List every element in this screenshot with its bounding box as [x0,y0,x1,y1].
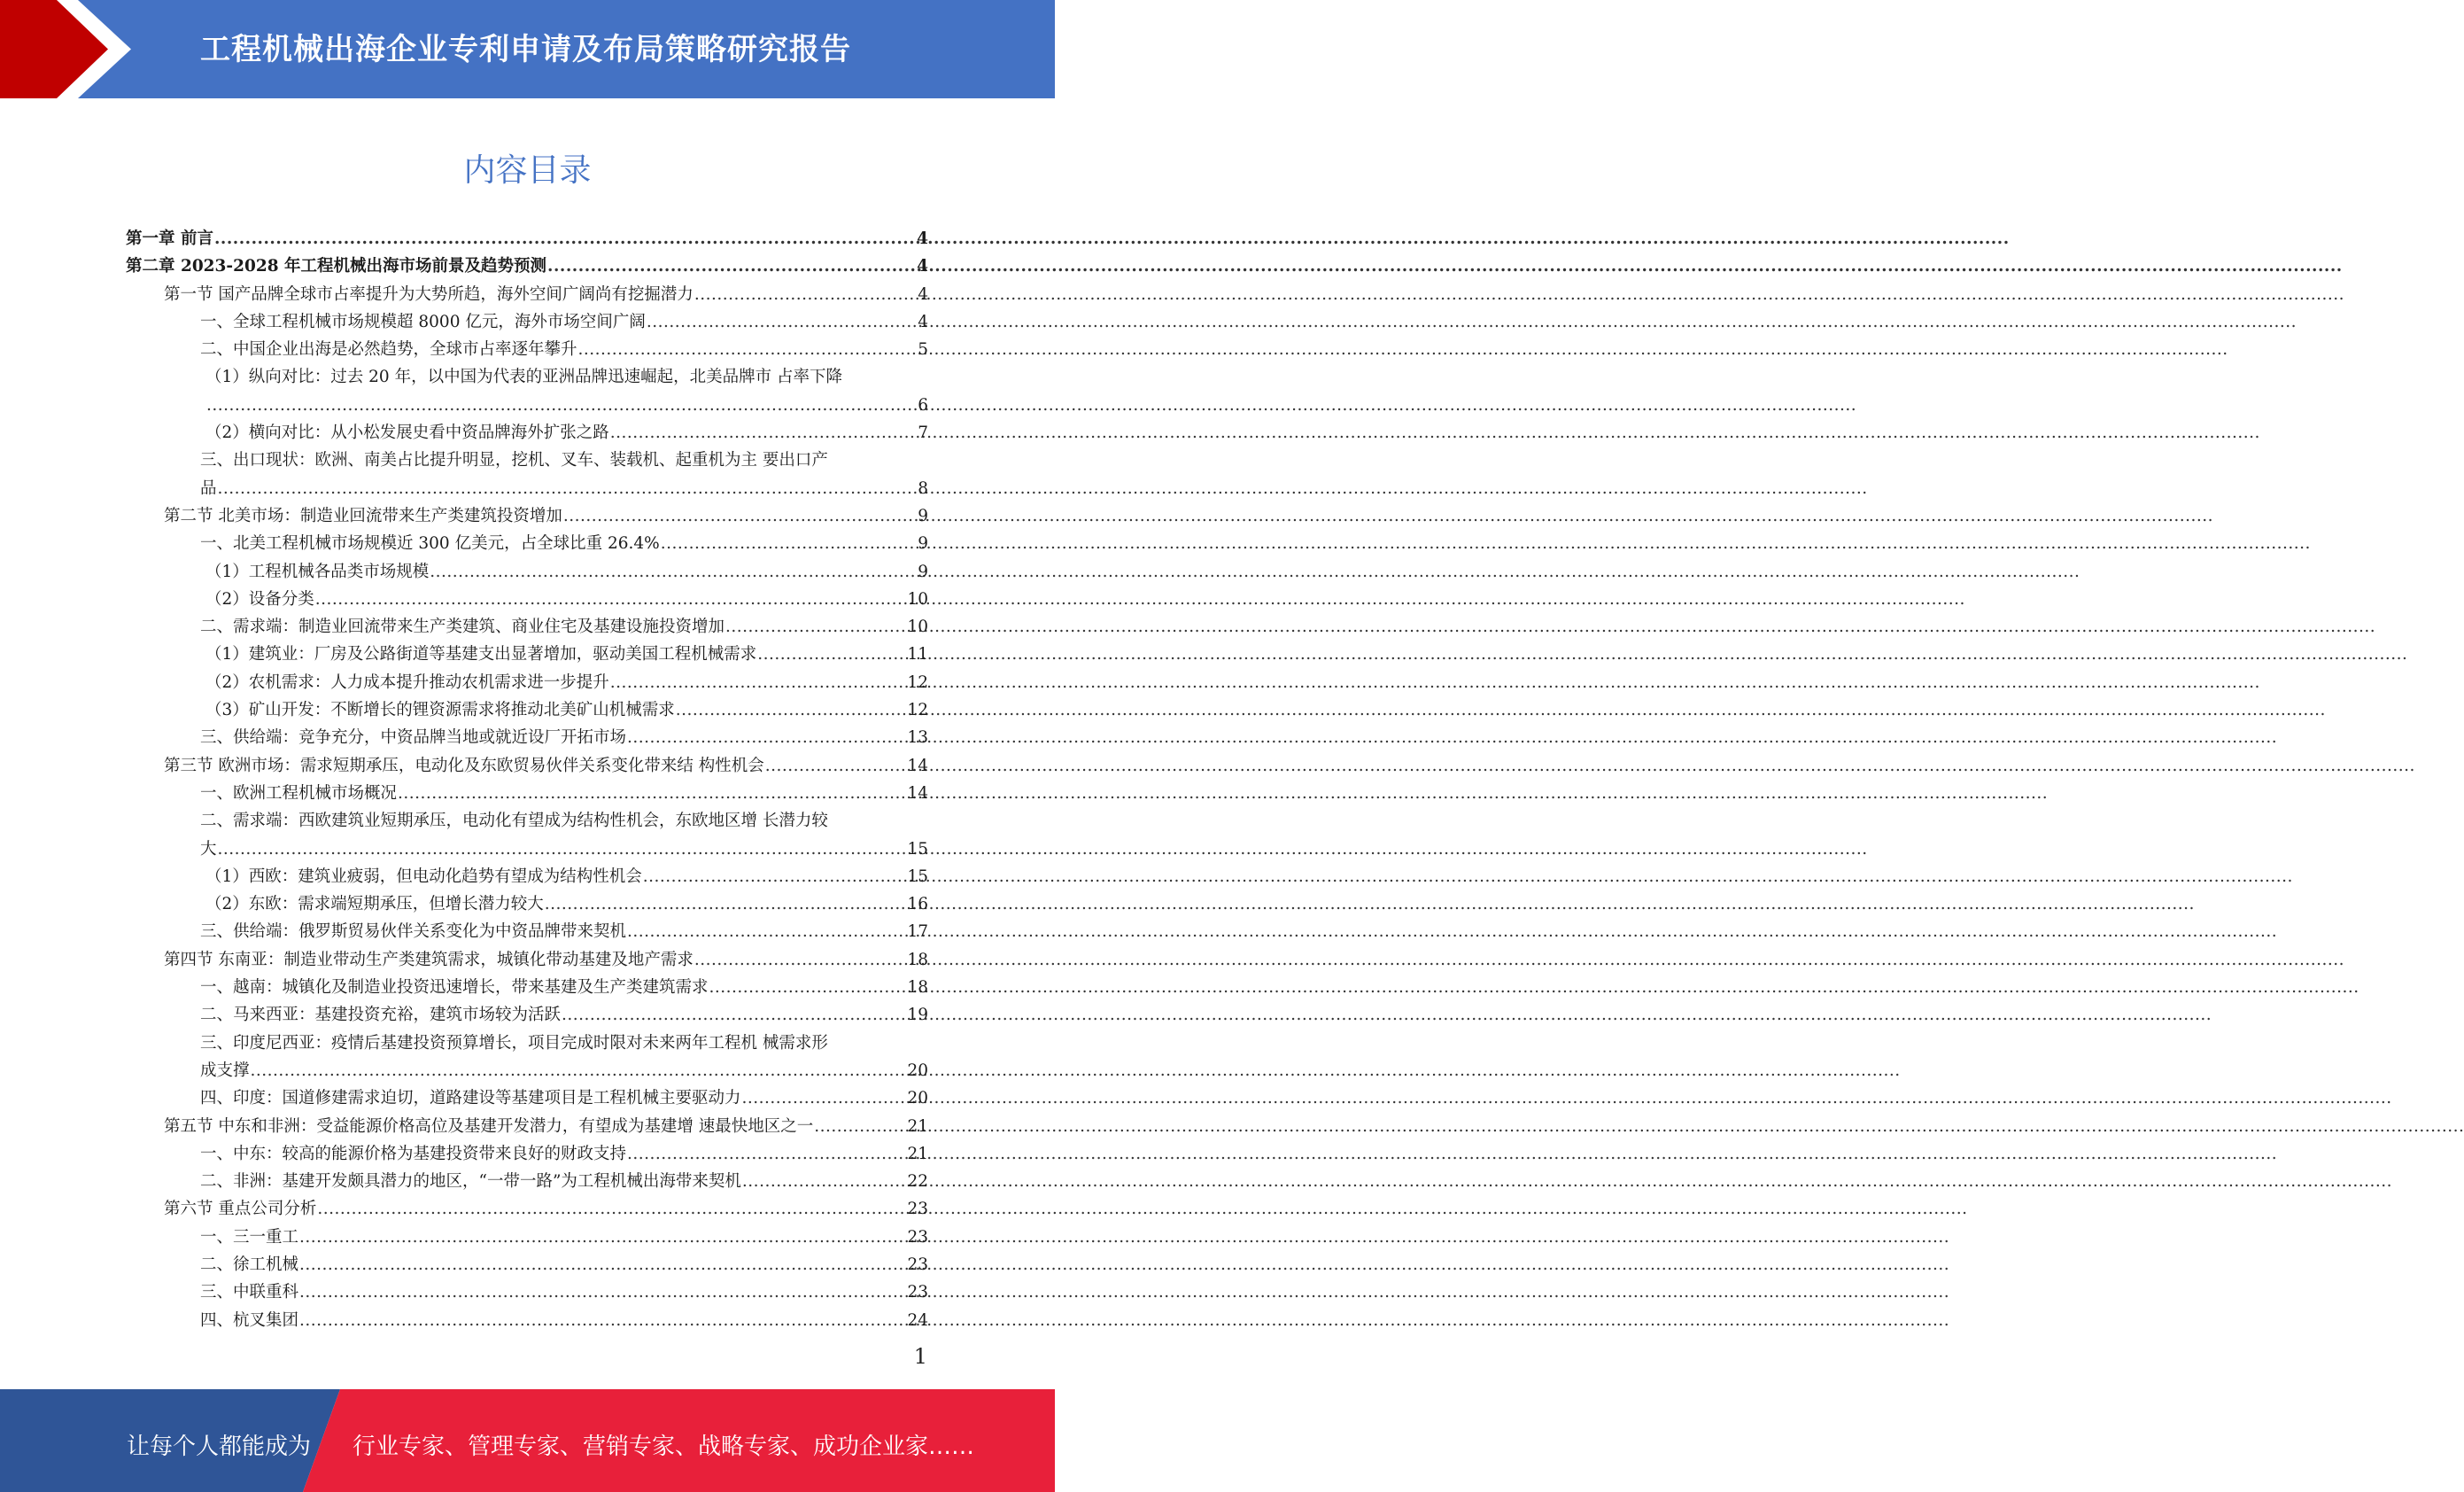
toc-page-number: 21 [907,1144,928,1163]
dot-leader [627,724,906,751]
toc-entry[interactable] [126,502,928,530]
toc-entry[interactable] [126,752,928,780]
toc-page-number: 18 [907,978,928,998]
toc-entry-label: 一、三一重工 [200,1227,299,1247]
toc-entry[interactable] [126,613,928,641]
report-title: 工程机械出海企业专利申请及布局策略研究报告 [200,32,851,67]
toc-page-number: 19 [907,1006,928,1025]
toc-entry-label: 四、杭叉集团 [200,1310,299,1330]
toc-entry-label: （2）设备分类 [205,589,314,609]
toc-entry[interactable] [126,780,928,807]
toc-page-number: 7 [918,424,928,443]
toc-page-number: 10 [907,589,928,609]
toc-entry[interactable] [126,863,928,890]
toc-entry[interactable] [126,669,928,696]
toc-entry-label: 一、欧洲工程机械市场概况 [200,783,398,803]
toc-page-number: 23 [907,1283,928,1302]
dot-leader [545,890,907,918]
toc-entry-label: （1）工程机械各品类市场规模 [205,562,430,581]
dot-leader [218,835,907,863]
toc-entry-label-continued: 大 [200,839,217,859]
dot-leader [627,1140,906,1168]
toc-page-number: 12 [907,701,928,720]
toc-entry[interactable] [126,558,928,586]
toc-entry[interactable] [126,807,928,863]
dot-leader [643,863,907,890]
toc-entry-label: 第三节 欧洲市场：需求短期承压，电动化及东欧贸易伙伴关系变化带来结 构性机会 [164,756,764,775]
dot-leader [694,281,917,308]
toc-entry-label: 二、需求端：制造业回流带来生产类建筑、商业住宅及基建设施投资增加 [200,618,725,637]
dot-leader [661,530,917,557]
dot-leader [610,669,907,696]
toc-page-number: 22 [907,1172,928,1192]
footer-band [0,1389,1055,1492]
toc-entry[interactable] [126,1168,928,1195]
dot-leader [814,1113,906,1140]
toc-entry-label: 三、印度尼西亚：疫情后基建投资预算增长，项目完成时限对未来两年工程机 械需求形 [200,1033,828,1053]
toc-page-number: 20 [907,1089,928,1108]
toc-entry-label: 第六节 重点公司分析 [164,1200,317,1219]
toc-page-number: 23 [907,1255,928,1274]
dot-leader [757,641,906,668]
toc-entry-label: （2）农机需求：人力成本提升推动农机需求进一步提升 [205,672,609,692]
toc-page-number: 21 [907,1116,928,1136]
dot-leader [765,752,907,780]
toc-entry[interactable] [126,641,928,668]
toc-entry[interactable] [126,724,928,751]
toc-entry-label: 第一章 前言 [126,229,213,248]
toc-entry-label: 二、需求端：西欧建筑业短期承压，电动化有望成为结构性机会，东欧地区增 长潜力较 [200,812,828,831]
footer-slogan-right: 行业专家、管理专家、营销专家、战略专家、成功企业家…… [353,1434,975,1460]
toc-entry-label: 三、中联重科 [200,1283,299,1302]
footer-slogan-left: 让每个人都能成为 [127,1434,312,1460]
toc-entry[interactable] [126,308,928,336]
dot-leader [742,1084,907,1112]
toc-entry-label: 一、中东：较高的能源价格为基建投资带来良好的财政支持 [200,1144,627,1163]
toc-entry[interactable] [126,586,928,613]
toc-page-number: 24 [907,1310,928,1330]
toc-page-number: 4 [917,229,928,248]
dot-leader [676,696,907,724]
toc-entry-label: （1）西欧：建筑业疲弱，但电动化趋势有望成为结构性机会 [205,866,642,886]
toc-page-number: 23 [907,1200,928,1219]
toc-entry-label: （2）东欧：需求端短期承压，但增长潜力较大 [205,895,544,914]
toc-page-number: 9 [918,534,928,554]
dot-leader [742,1168,907,1195]
dot-leader [218,475,918,502]
toc-page-number: 6 [918,395,928,415]
toc-page-number: 10 [907,618,928,637]
toc-page-number: 14 [907,783,928,803]
dot-leader [299,1251,906,1278]
toc-heading: 内容目录 [463,152,592,189]
toc-entry[interactable] [126,1030,928,1085]
dot-leader [694,946,907,974]
toc-entry[interactable] [126,918,928,945]
toc-entry[interactable] [126,946,928,974]
toc-entry-label: 第五节 中东和非洲：受益能源价格高位及基建开发潜力，有望成为基建增 速最快地区之一 [164,1116,814,1136]
toc-entry-label: （3）矿山开发：不断增长的锂资源需求将推动北美矿山机械需求 [205,701,675,720]
toc-entry-label: 三、出口现状：欧洲、南美占比提升明显，挖机、叉车、装载机、起重机为主 要出口产 [200,451,828,470]
toc-page-number: 18 [907,950,928,969]
toc-entry[interactable] [126,253,928,280]
toc-entry-label: 三、供给端：俄罗斯贸易伙伴关系变化为中资品牌带来契机 [200,922,627,942]
toc-entry[interactable] [126,1001,928,1029]
toc-entry[interactable] [126,1251,928,1278]
toc-entry-label: 二、徐工机械 [200,1255,299,1274]
toc-entry-label: 一、北美工程机械市场规模近 300 亿美元，占全球比重 26.4% [200,534,660,554]
toc-entry-label: 四、印度：国道修建需求迫切，道路建设等基建项目是工程机械主要驱动力 [200,1089,741,1108]
toc-entry-label-continued: 品 [200,478,217,498]
toc-entry[interactable] [126,890,928,918]
toc-page-number: 15 [907,866,928,886]
toc-entry[interactable] [126,1307,928,1334]
page-number: 1 [913,1344,927,1369]
dot-leader [547,253,916,280]
toc-entry[interactable] [126,1278,928,1306]
dot-leader [709,974,907,1001]
toc-entry[interactable] [126,363,928,419]
dot-leader [299,1307,906,1334]
toc-entry-label: 第二节 北美市场：制造业回流带来生产类建筑投资增加 [164,506,562,525]
toc-entry-label: 第一节 国产品牌全球市占率提升为大势所趋，海外空间广阔尚有挖掘潜力 [164,284,693,304]
toc-page-number: 15 [907,839,928,859]
toc-entry[interactable] [126,447,928,502]
header-band [0,0,1055,98]
header-arrow-icon [0,0,131,98]
toc-entry-label: 二、马来西亚：基建投资充裕，建筑市场较为活跃 [200,1006,562,1025]
toc-entry-label: 二、中国企业出海是必然趋势，全球市占率逐年攀升 [200,340,577,360]
dot-leader [627,918,906,945]
toc-entry[interactable] [126,974,928,1001]
toc-page-number: 4 [918,284,928,304]
toc-page-number: 8 [918,478,928,498]
toc-entry-label: 第四节 东南亚：制造业带动生产类建筑需求，城镇化带动基建及地产需求 [164,950,693,969]
toc-entry[interactable] [126,1113,928,1140]
dot-leader [725,613,906,641]
toc-entry-label: （1）建筑业：厂房及公路街道等基建支出显著增加，驱动美国工程机械需求 [205,645,757,664]
toc-page-number: 14 [907,756,928,775]
dot-leader [647,308,917,336]
dot-leader [317,1195,906,1223]
toc-entry[interactable] [126,419,928,447]
toc-entry-label: 一、全球工程机械市场规模超 8000 亿元，海外市场空间广阔 [200,312,646,331]
toc-entry-label: 二、非洲：基建开发颇具潜力的地区，“一带一路”为工程机械出海带来契机 [200,1172,741,1192]
toc-entry-label-continued: 成支撑 [200,1061,250,1080]
toc-page-number: 20 [907,1061,928,1080]
dot-leader [251,1057,907,1084]
dot-leader [430,558,917,586]
toc-entry[interactable] [126,1224,928,1251]
toc-page-number: 4 [918,312,928,331]
toc-page-number: 5 [918,340,928,360]
toc-page-number: 12 [907,672,928,692]
toc-entry[interactable] [126,225,928,253]
toc-page-number: 16 [907,895,928,914]
dot-leader [578,336,918,363]
dot-leader [299,1224,906,1251]
toc-entry-label: （2）横向对比：从小松发展史看中资品牌海外扩张之路 [205,424,609,443]
toc-entry[interactable] [126,530,928,557]
toc-entry[interactable] [126,336,928,363]
toc-page-number: 9 [918,562,928,581]
toc-entry[interactable] [126,1140,928,1168]
dot-leader [563,502,917,530]
toc-page-number: 11 [907,645,928,664]
toc-entry-label: 三、供给端：竞争充分，中资品牌当地或就近设厂开拓市场 [200,728,627,748]
dot-leader [610,419,917,447]
toc-entry[interactable] [126,1084,928,1112]
dot-leader [214,225,916,253]
toc-entry-label: 一、越南：城镇化及制造业投资迅速增长，带来基建及生产类建筑需求 [200,978,709,998]
table-of-contents [126,225,928,1334]
toc-entry[interactable] [126,281,928,308]
toc-entry[interactable] [126,1195,928,1223]
toc-page-number: 23 [907,1227,928,1247]
toc-page-number: 13 [907,728,928,748]
dot-leader [206,392,917,419]
dot-leader [299,1278,906,1306]
toc-entry[interactable] [126,696,928,724]
toc-page-number: 9 [918,506,928,525]
dot-leader [562,1001,906,1029]
toc-page-number: 4 [917,257,928,276]
toc-entry-label: （1）纵向对比：过去 20 年，以中国为代表的亚洲品牌迅速崛起，北美品牌市 占率下降 [205,368,842,387]
toc-page-number: 17 [907,922,928,942]
dot-leader [315,586,907,613]
dot-leader [398,780,906,807]
toc-entry-label: 第二章 2023-2028 年工程机械出海市场前景及趋势预测 [126,257,547,276]
